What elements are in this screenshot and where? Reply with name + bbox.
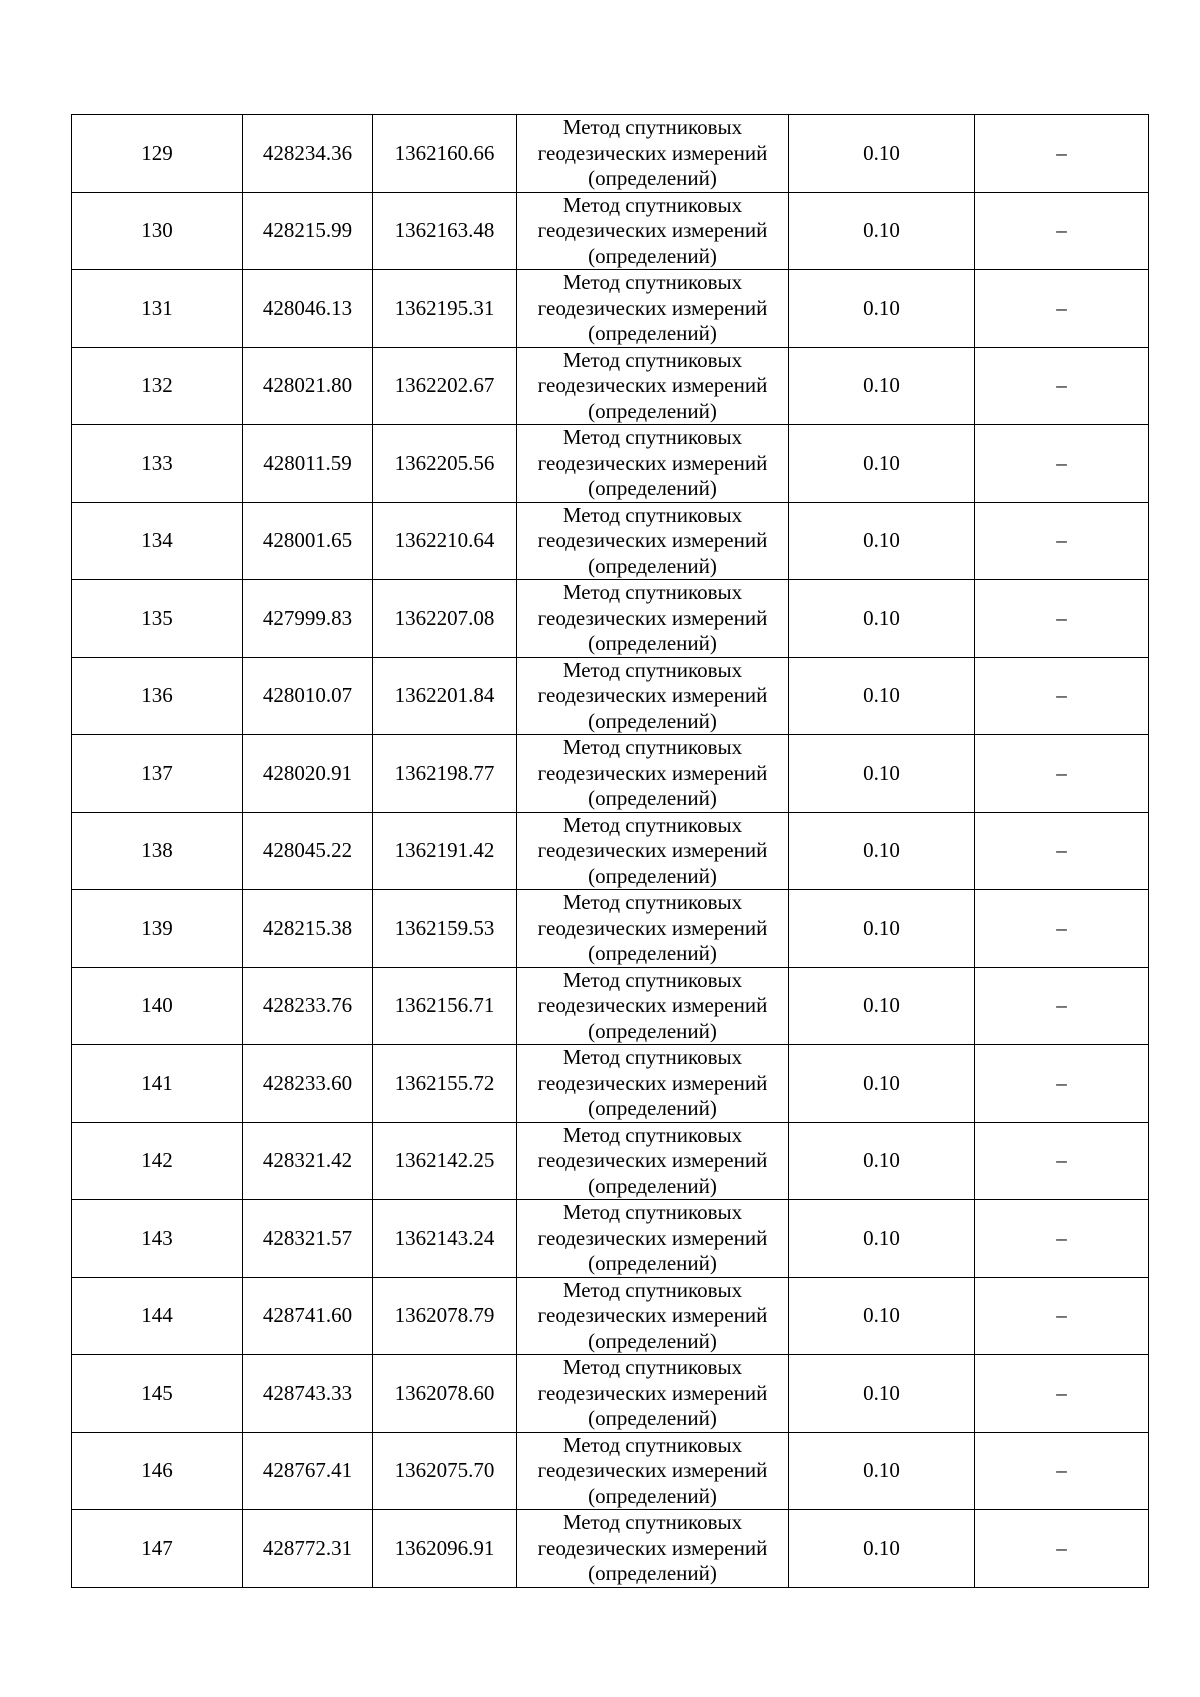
table-body bbox=[72, 115, 1149, 1588]
method-line: (определений) bbox=[588, 1328, 717, 1353]
table-row bbox=[72, 115, 1149, 193]
x-coordinate-cell: 428741.60 bbox=[243, 1277, 373, 1355]
x-coordinate-cell: 428020.91 bbox=[243, 735, 373, 813]
method-line: геодезических измерений bbox=[537, 683, 768, 707]
note-cell: – bbox=[975, 1277, 1149, 1355]
x-coordinate-cell: 428321.42 bbox=[243, 1122, 373, 1200]
note-cell: – bbox=[975, 1045, 1149, 1123]
y-coordinate-cell: 1362195.31 bbox=[373, 270, 517, 348]
method-cell bbox=[517, 347, 789, 425]
method-cell bbox=[517, 192, 789, 270]
accuracy-cell: 0.10 bbox=[789, 580, 975, 658]
method-cell bbox=[517, 580, 789, 658]
point-number-cell: 138 bbox=[72, 812, 243, 890]
method-line: (определений) bbox=[588, 553, 717, 578]
table-row bbox=[72, 967, 1149, 1045]
table-row bbox=[72, 657, 1149, 735]
method-line: геодезических измерений bbox=[537, 1535, 768, 1560]
point-number-cell: 145 bbox=[72, 1355, 243, 1433]
method-line: геодезических измерений bbox=[537, 915, 768, 940]
point-number-cell: 147 bbox=[72, 1510, 243, 1588]
method-line: (определений) bbox=[588, 941, 717, 965]
y-coordinate-cell: 1362160.66 bbox=[373, 115, 517, 193]
x-coordinate-cell: 428215.38 bbox=[243, 890, 373, 968]
accuracy-cell: 0.10 bbox=[789, 1432, 975, 1510]
note-cell: – bbox=[975, 967, 1149, 1045]
point-number-cell: 132 bbox=[72, 347, 243, 425]
table-row bbox=[72, 502, 1149, 580]
method-line: Метод спутниковых bbox=[562, 580, 743, 604]
method-cell bbox=[517, 502, 789, 580]
method-line: Метод спутниковых bbox=[562, 1510, 743, 1534]
y-coordinate-cell: 1362075.70 bbox=[373, 1432, 517, 1510]
accuracy-cell: 0.10 bbox=[789, 1355, 975, 1433]
note-cell: – bbox=[975, 657, 1149, 735]
method-line: геодезических измерений bbox=[537, 760, 768, 785]
method-line: (определений) bbox=[588, 786, 717, 810]
method-line: геодезических измерений bbox=[537, 1148, 768, 1172]
method-line: геодезических измерений bbox=[537, 295, 768, 320]
y-coordinate-cell: 1362142.25 bbox=[373, 1122, 517, 1200]
y-coordinate-cell: 1362155.72 bbox=[373, 1045, 517, 1123]
point-number-cell: 142 bbox=[72, 1122, 243, 1200]
method-line: Метод спутниковых bbox=[562, 115, 743, 139]
method-line: (определений) bbox=[588, 398, 717, 423]
y-coordinate-cell: 1362078.60 bbox=[373, 1355, 517, 1433]
table-row bbox=[72, 270, 1149, 348]
x-coordinate-cell: 428767.41 bbox=[243, 1432, 373, 1510]
note-cell: – bbox=[975, 735, 1149, 813]
point-number-cell: 146 bbox=[72, 1432, 243, 1510]
method-cell bbox=[517, 270, 789, 348]
y-coordinate-cell: 1362096.91 bbox=[373, 1510, 517, 1588]
point-number-cell: 133 bbox=[72, 425, 243, 503]
method-line: Метод спутниковых bbox=[562, 735, 743, 759]
accuracy-cell: 0.10 bbox=[789, 1277, 975, 1355]
method-line: Метод спутниковых bbox=[562, 1355, 743, 1379]
table-row bbox=[72, 347, 1149, 425]
note-cell: – bbox=[975, 425, 1149, 503]
accuracy-cell: 0.10 bbox=[789, 1045, 975, 1123]
method-line: (определений) bbox=[588, 1483, 717, 1508]
point-number-cell: 131 bbox=[72, 270, 243, 348]
table-row bbox=[72, 1510, 1149, 1588]
x-coordinate-cell: 428010.07 bbox=[243, 657, 373, 735]
method-line: геодезических измерений bbox=[537, 450, 768, 475]
table-row bbox=[72, 1122, 1149, 1200]
x-coordinate-cell: 427999.83 bbox=[243, 580, 373, 658]
point-number-cell: 141 bbox=[72, 1045, 243, 1123]
method-line: Метод спутниковых bbox=[562, 502, 743, 527]
accuracy-cell: 0.10 bbox=[789, 270, 975, 348]
accuracy-cell: 0.10 bbox=[789, 347, 975, 425]
method-line: геодезических измерений bbox=[537, 528, 768, 552]
y-coordinate-cell: 1362210.64 bbox=[373, 502, 517, 580]
method-cell bbox=[517, 1355, 789, 1433]
accuracy-cell: 0.10 bbox=[789, 115, 975, 193]
y-coordinate-cell: 1362078.79 bbox=[373, 1277, 517, 1355]
method-line: (определений) bbox=[588, 1251, 717, 1275]
point-number-cell: 136 bbox=[72, 657, 243, 735]
y-coordinate-cell: 1362205.56 bbox=[373, 425, 517, 503]
note-cell: – bbox=[975, 1355, 1149, 1433]
method-cell bbox=[517, 812, 789, 890]
method-line: (определений) bbox=[588, 321, 717, 345]
accuracy-cell: 0.10 bbox=[789, 502, 975, 580]
method-line: геодезических измерений bbox=[537, 1070, 768, 1095]
accuracy-cell: 0.10 bbox=[789, 1200, 975, 1278]
point-number-cell: 144 bbox=[72, 1277, 243, 1355]
point-number-cell: 134 bbox=[72, 502, 243, 580]
accuracy-cell: 0.10 bbox=[789, 812, 975, 890]
method-cell bbox=[517, 425, 789, 503]
method-line: (определений) bbox=[588, 1096, 717, 1120]
method-cell bbox=[517, 1122, 789, 1200]
accuracy-cell: 0.10 bbox=[789, 657, 975, 735]
x-coordinate-cell: 428772.31 bbox=[243, 1510, 373, 1588]
method-line: Метод спутниковых bbox=[562, 1122, 743, 1147]
table-row bbox=[72, 890, 1149, 968]
method-line: геодезических измерений bbox=[537, 1458, 768, 1482]
method-line: Метод спутниковых bbox=[562, 347, 743, 372]
y-coordinate-cell: 1362202.67 bbox=[373, 347, 517, 425]
note-cell: – bbox=[975, 890, 1149, 968]
method-line: геодезических измерений bbox=[537, 218, 768, 242]
note-cell: – bbox=[975, 347, 1149, 425]
method-line: геодезических измерений bbox=[537, 140, 768, 165]
table-row bbox=[72, 1045, 1149, 1123]
note-cell: – bbox=[975, 1122, 1149, 1200]
x-coordinate-cell: 428045.22 bbox=[243, 812, 373, 890]
point-number-cell: 139 bbox=[72, 890, 243, 968]
method-line: геодезических измерений bbox=[537, 993, 768, 1017]
table-row bbox=[72, 192, 1149, 270]
point-number-cell: 129 bbox=[72, 115, 243, 193]
method-line: Метод спутниковых bbox=[562, 812, 743, 837]
table-row bbox=[72, 812, 1149, 890]
method-line: (определений) bbox=[588, 243, 717, 268]
method-cell bbox=[517, 1200, 789, 1278]
y-coordinate-cell: 1362159.53 bbox=[373, 890, 517, 968]
x-coordinate-cell: 428321.57 bbox=[243, 1200, 373, 1278]
method-line: Метод спутниковых bbox=[562, 1432, 743, 1457]
method-cell bbox=[517, 735, 789, 813]
note-cell: – bbox=[975, 1200, 1149, 1278]
method-line: геодезических измерений bbox=[537, 1380, 768, 1405]
note-cell: – bbox=[975, 580, 1149, 658]
note-cell: – bbox=[975, 502, 1149, 580]
table-row bbox=[72, 425, 1149, 503]
accuracy-cell: 0.10 bbox=[789, 967, 975, 1045]
point-number-cell: 143 bbox=[72, 1200, 243, 1278]
y-coordinate-cell: 1362198.77 bbox=[373, 735, 517, 813]
y-coordinate-cell: 1362156.71 bbox=[373, 967, 517, 1045]
method-line: (определений) bbox=[588, 166, 717, 190]
note-cell: – bbox=[975, 115, 1149, 193]
method-line: Метод спутниковых bbox=[562, 657, 743, 682]
y-coordinate-cell: 1362201.84 bbox=[373, 657, 517, 735]
method-line: (определений) bbox=[588, 476, 717, 500]
method-cell bbox=[517, 1432, 789, 1510]
accuracy-cell: 0.10 bbox=[789, 1122, 975, 1200]
note-cell: – bbox=[975, 812, 1149, 890]
accuracy-cell: 0.10 bbox=[789, 425, 975, 503]
table-row bbox=[72, 1432, 1149, 1510]
note-cell: – bbox=[975, 192, 1149, 270]
method-cell bbox=[517, 115, 789, 193]
method-line: Метод спутниковых bbox=[562, 967, 743, 992]
coordinates-table bbox=[71, 114, 1149, 1588]
method-line: Метод спутниковых bbox=[562, 192, 743, 217]
point-number-cell: 137 bbox=[72, 735, 243, 813]
method-cell bbox=[517, 1510, 789, 1588]
y-coordinate-cell: 1362207.08 bbox=[373, 580, 517, 658]
method-line: (определений) bbox=[588, 1173, 717, 1198]
x-coordinate-cell: 428233.60 bbox=[243, 1045, 373, 1123]
method-line: геодезических измерений bbox=[537, 605, 768, 630]
table-row bbox=[72, 580, 1149, 658]
method-line: (определений) bbox=[588, 863, 717, 888]
method-line: Метод спутниковых bbox=[562, 270, 743, 294]
y-coordinate-cell: 1362191.42 bbox=[373, 812, 517, 890]
method-line: (определений) bbox=[588, 1018, 717, 1043]
table-row bbox=[72, 1355, 1149, 1433]
method-line: (определений) bbox=[588, 1561, 717, 1585]
method-line: геодезических измерений bbox=[537, 373, 768, 397]
point-number-cell: 140 bbox=[72, 967, 243, 1045]
x-coordinate-cell: 428001.65 bbox=[243, 502, 373, 580]
table-row bbox=[72, 1277, 1149, 1355]
method-line: геодезических измерений bbox=[537, 1303, 768, 1327]
method-line: геодезических измерений bbox=[537, 838, 768, 862]
x-coordinate-cell: 428743.33 bbox=[243, 1355, 373, 1433]
accuracy-cell: 0.10 bbox=[789, 890, 975, 968]
method-line: Метод спутниковых bbox=[562, 890, 743, 914]
accuracy-cell: 0.10 bbox=[789, 192, 975, 270]
x-coordinate-cell: 428011.59 bbox=[243, 425, 373, 503]
x-coordinate-cell: 428046.13 bbox=[243, 270, 373, 348]
method-cell bbox=[517, 1277, 789, 1355]
method-cell bbox=[517, 967, 789, 1045]
y-coordinate-cell: 1362163.48 bbox=[373, 192, 517, 270]
y-coordinate-cell: 1362143.24 bbox=[373, 1200, 517, 1278]
method-line: геодезических измерений bbox=[537, 1225, 768, 1250]
accuracy-cell: 0.10 bbox=[789, 1510, 975, 1588]
method-line: Метод спутниковых bbox=[562, 1045, 743, 1069]
accuracy-cell: 0.10 bbox=[789, 735, 975, 813]
method-line: Метод спутниковых bbox=[562, 425, 743, 449]
note-cell: – bbox=[975, 1432, 1149, 1510]
x-coordinate-cell: 428233.76 bbox=[243, 967, 373, 1045]
point-number-cell: 130 bbox=[72, 192, 243, 270]
method-cell bbox=[517, 890, 789, 968]
method-cell bbox=[517, 1045, 789, 1123]
method-cell bbox=[517, 657, 789, 735]
method-line: (определений) bbox=[588, 708, 717, 733]
method-line: (определений) bbox=[588, 1406, 717, 1430]
point-number-cell: 135 bbox=[72, 580, 243, 658]
note-cell: – bbox=[975, 1510, 1149, 1588]
method-line: Метод спутниковых bbox=[562, 1200, 743, 1224]
x-coordinate-cell: 428234.36 bbox=[243, 115, 373, 193]
method-line: (определений) bbox=[588, 631, 717, 655]
x-coordinate-cell: 428215.99 bbox=[243, 192, 373, 270]
table-row bbox=[72, 1200, 1149, 1278]
method-line: Метод спутниковых bbox=[562, 1277, 743, 1302]
note-cell: – bbox=[975, 270, 1149, 348]
table-row bbox=[72, 735, 1149, 813]
x-coordinate-cell: 428021.80 bbox=[243, 347, 373, 425]
